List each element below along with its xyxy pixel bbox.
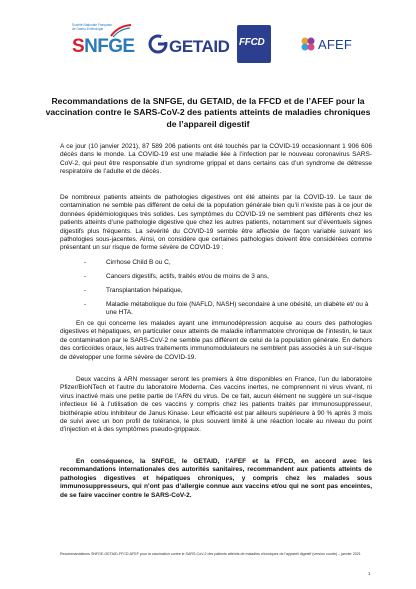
pathologies-paragraph: De nombreux patients atteints de pathologies digestives ont été atteints par la COVID-19. Le taux de contamination ne semble pas différent de celui de la population générale bien qu’il n’existe pas à ce jour de données épidémiologiques très solides. Les symptômes du COVID-19 ne semblent pas différents chez les patients atteints d’une pathologie digestive que chez les autres patients, notamment sur d’éventuels signes digestifs plus fréquents. La sévérité du COVID-19 semble être affectée de façon variable suivant les pathologies sous-jacentes. Ainsi, on considère que certaines pathologies doivent être considérées comme présentant un sur risque de forme sévère de COVID-19 : xyxy=(60,194,372,252)
afef-mark-icon xyxy=(300,36,316,52)
vaccines-paragraph: Deux vaccins à ARN messager seront les premiers à être disponibles en France, l’un du laboratoire Pfizer/BioNTech et l’autre du laboratoire Moderna. Ces vaccins inertes, ne comprennent ni virus vivant, ni virus inactivé mais une petite partie de l’ARN du virus. De ce fait, aucun élément ne suggère un sur-risque infectieux lié à l’utilisation de ces vaccins y compris chez les patients traités par immunosuppresseur, biothérapie et/ou inhibiteur de Janus Kinase. Leur efficacité est par ailleurs supérieure à 90 % après 3 mois de suivi avec un bon profil de tolérance, le plus souvent limité à une réaction locale au niveau du point d’injection et à des symptômes pseudo-grippaux. xyxy=(60,376,372,434)
list-item: - Maladie métabolique du foie (NAFLD, NASH) secondaire à une obésité, un diabète et/ ou à une HTA. xyxy=(84,301,374,318)
getaid-logo xyxy=(148,32,228,58)
intro-paragraph: A ce jour (10 janvier 2021), 87 589 206 patients ont été touchés par la COVID-19 occasionnant 1 906 606 décès dans le monde. La COVID-19 est une maladie liée à l’infection par le nouveau coronavirus SARS-CoV-2, qui peut être responsable d’un syndrome grippal et dans certains cas d’un syndrome de détresse respiratoire de l’adulte et de décès. xyxy=(60,143,372,176)
afef-logo xyxy=(300,34,360,56)
list-item: - Cirrhose Child B ou C, xyxy=(84,259,374,267)
immunodepression-paragraph: En ce qui concerne les malades ayant une immunodépression acquise au cours des pathologies digestives et hépatiques, en particulier ceux atteints de maladie inflammatoire chronique de l’intestin, le taux de contamination par le SARS-CoV-2 ne semble pas différent de celui de la population générale. En dehors des corticoïdes oraux, les autres traitements immunomodulateurs ne semblent pas associés à un sur-risque de développer une forme sévère de COVID-19. xyxy=(60,320,372,361)
risk-list xyxy=(84,259,374,323)
getaid-g-icon xyxy=(148,34,168,54)
ffcd-logo xyxy=(237,25,271,63)
footer-note: Recommandations SNFGE-GETAID-FFCD-AFEF pour la vaccination contre le SARS-CoV-2 des patients atteints de maladies chroniques de l’appareil digestif (version courte) – janvier 2021 xyxy=(60,552,361,556)
conclusion-paragraph: En conséquence, la SNFGE, le GETAID, l’AFEF et la FFCD, en accord avec les recommandations internationales des autorités sanitaires, recommandent aux patients atteints de pathologies digestives et hépatiques chroniques, y compris chez les malades sous immunosuppresseurs, qui n’ont pas d’allergie connue aux vaccins et/ou qui ne sont pas enceintes, de se faire vacciner contre le SARS-CoV-2. xyxy=(60,458,372,499)
logo-bar xyxy=(0,22,416,76)
list-item: - Cancers digestifs, actifs, traités et/ou de moins de 3 ans, xyxy=(84,273,374,281)
afef-wordmark: AFEF xyxy=(318,37,353,52)
snfge-wordmark: SNFGE xyxy=(72,36,135,57)
ffcd-wordmark: FFCD xyxy=(239,37,265,48)
document-title: Recommandations de la SNFGE, du GETAID, de la FFCD et de l’AFEF pour la vaccination contre le SARS-CoV-2 des patients atteints de maladies chroniques de l’appareil digestif xyxy=(45,96,371,129)
snfge-logo xyxy=(72,22,146,70)
getaid-wordmark: GETAID xyxy=(169,37,230,56)
page-number: 1 xyxy=(368,571,371,576)
list-item: - Transplantation hépatique, xyxy=(84,287,374,295)
snfge-tagline: Société Nationale Française de Gastro-Entérologie xyxy=(72,23,112,31)
